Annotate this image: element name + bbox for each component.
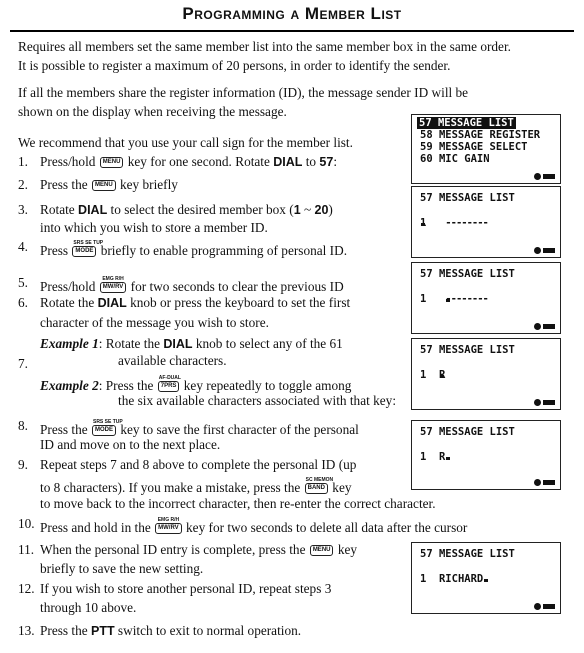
battery-icon <box>534 399 556 406</box>
example-2 <box>40 373 351 394</box>
lcd-row: 60 MIC GAIN <box>420 153 490 165</box>
battery-icon <box>534 479 556 486</box>
step-number: 8. <box>18 418 28 433</box>
step-text: key for two seconds to delete all data after the cursor <box>186 520 468 535</box>
menu-number: 57 <box>319 155 334 169</box>
step-text: Press <box>40 243 69 258</box>
lcd-display <box>411 114 561 184</box>
step-8 <box>40 417 359 438</box>
step-text: Press/hold <box>40 154 96 169</box>
step-13 <box>40 622 301 640</box>
key-sublabel: SC MEMON <box>305 477 334 484</box>
battery-icon <box>534 323 556 330</box>
range-sep: ~ <box>303 202 312 217</box>
step-text: Press the <box>40 177 88 192</box>
lcd-row: 58 MESSAGE REGISTER <box>420 129 541 141</box>
step-11 <box>40 541 357 558</box>
step-text: Press the <box>40 422 88 437</box>
key-label: P <box>164 383 169 390</box>
step-number: 7. <box>18 356 28 371</box>
step-text: : <box>333 154 338 169</box>
example-1-cont: available characters. <box>118 353 227 368</box>
lcd-row <box>420 573 483 585</box>
step-number: 10. <box>18 516 35 531</box>
mode-key-icon <box>92 419 123 436</box>
step-12: If you wish to store another personal ID, repeat steps 3 <box>40 581 332 596</box>
lcd-text: 57 MESSAGE LIST <box>419 117 514 129</box>
mode-key-icon <box>72 240 104 257</box>
step-text: When the personal ID entry is complete, press the <box>40 542 306 557</box>
dial-label: DIAL <box>273 155 303 169</box>
step-4 <box>40 238 347 259</box>
key-sublabel: SRS SE TUP <box>73 240 104 247</box>
step-11-cont: briefly to save the new setting. <box>40 561 204 576</box>
step-text: ) <box>328 202 333 217</box>
lcd-text: 1 <box>420 217 427 229</box>
key-label: MODE <box>94 427 113 434</box>
mwrv-key-icon <box>155 517 182 534</box>
step-text: key repeatedly to toggle among <box>183 378 352 393</box>
step-text: : Rotate the <box>98 336 161 351</box>
lcd-text: -------- <box>445 217 488 229</box>
lcd-row: 57 MESSAGE LIST <box>420 192 515 204</box>
step-text: : Press the <box>98 378 154 393</box>
step-8-cont: ID and move on to the next place. <box>40 437 221 452</box>
key-label: BAND <box>307 485 325 492</box>
lcd-row: 57 MESSAGE LIST <box>420 344 515 356</box>
step-text: to select the desired member box ( <box>110 202 294 217</box>
step-number: 4. <box>18 239 28 254</box>
step-text: knob to select any of the 61 <box>195 336 343 351</box>
band-key-icon <box>305 477 334 494</box>
intro-line-2: It is possible to register a maximum of 20 persons, in order to identify the sender. <box>18 58 451 73</box>
step-text: to <box>305 154 317 169</box>
step-text: key <box>337 542 358 557</box>
step-text: key to save the first character of the personal <box>120 422 359 437</box>
intro-line-5: We recommend that you use your call sign for the member list. <box>18 135 353 150</box>
key-label: MW/RV <box>158 525 179 532</box>
lcd-display <box>411 186 561 258</box>
lcd-text: 1 <box>420 293 427 305</box>
lcd-text: 1 <box>420 451 427 463</box>
lcd-text: 1 <box>420 369 427 381</box>
step-6-cont: character of the message you wish to store. <box>40 315 269 330</box>
lcd-text: R <box>438 451 446 463</box>
step-12-cont: through 10 above. <box>40 600 137 615</box>
step-text: Press/hold <box>40 279 96 294</box>
step-text: Press the <box>40 623 88 638</box>
step-10 <box>40 515 467 536</box>
step-2 <box>40 176 178 193</box>
lcd-text: 1 <box>420 573 427 585</box>
key-sublabel: EMG R/H <box>157 517 180 524</box>
step-text: briefly to enable programming of personal ID. <box>100 243 348 258</box>
menu-key-icon: MENU <box>92 180 116 191</box>
key-label: MW/RV <box>102 284 124 291</box>
step-text: Rotate <box>40 202 75 217</box>
step-number: 6. <box>18 295 28 310</box>
step-text: for two seconds to clear the previous ID <box>130 279 344 294</box>
step-text: key for one second. Rotate <box>127 154 270 169</box>
dial-label: DIAL <box>163 337 193 351</box>
lcd-row <box>420 217 488 229</box>
key-sublabel: AF-DUAL <box>158 375 181 382</box>
step-number: 3. <box>18 202 28 217</box>
step-number: 2. <box>18 177 28 192</box>
example-label: Example 1 <box>40 336 99 351</box>
step-3 <box>40 201 333 219</box>
step-text: knob or press the keyboard to set the first <box>130 295 351 310</box>
step-6 <box>40 294 350 312</box>
key-sublabel: EMG R/H <box>102 276 124 283</box>
step-text: switch to exit to normal operation. <box>117 623 302 638</box>
intro-line-4: shown on the display when receiving the message. <box>18 104 287 119</box>
lcd-row-selected <box>417 117 516 129</box>
step-number: 5. <box>18 275 28 290</box>
lcd-row: 59 MESSAGE SELECT <box>420 141 528 153</box>
step-text: Press and hold in the <box>40 520 151 535</box>
example-label: Example 2 <box>40 378 99 393</box>
step-text: key <box>332 480 352 495</box>
menu-key-icon: MENU <box>310 545 334 556</box>
seven-key-icon <box>158 375 181 392</box>
step-3-cont: into which you wish to store a member ID. <box>40 220 268 235</box>
battery-icon <box>534 603 556 610</box>
lcd-display <box>411 542 561 614</box>
key-sublabel: SRS SE TUP <box>92 419 123 426</box>
step-9-cont <box>40 475 352 496</box>
page-title: Programming a Member List <box>10 4 574 32</box>
step-number: 9. <box>18 457 28 472</box>
lcd-display <box>411 338 561 410</box>
lcd-row: 57 MESSAGE LIST <box>420 548 515 560</box>
battery-icon <box>534 247 556 254</box>
step-text: key briefly <box>119 177 178 192</box>
step-text: Rotate the <box>40 295 95 310</box>
key-label: RS <box>168 383 177 390</box>
step-9-cont2: to move back to the incorrect character, then re-enter the correct character. <box>40 496 436 511</box>
lcd-text: R <box>438 369 446 381</box>
mwrv-key-icon <box>100 276 127 293</box>
step-number: 11. <box>18 542 35 557</box>
lcd-row <box>420 369 445 381</box>
lcd-display <box>411 262 561 334</box>
key-label: MODE <box>75 248 94 255</box>
intro-line-1: Requires all members set the same member list into the same member box in the same order. <box>18 39 511 54</box>
ptt-label: PTT <box>90 624 115 638</box>
lcd-display <box>411 420 561 490</box>
intro-line-3: If all the members share the register information (ID), the message sender ID will be <box>18 85 469 100</box>
dial-label: DIAL <box>78 203 108 217</box>
step-1 <box>40 153 337 171</box>
range-end: 20 <box>314 203 329 217</box>
step-number: 12. <box>18 581 35 596</box>
example-2-cont: the six available characters associated with that key: <box>118 393 397 408</box>
step-text: to 8 characters). If you make a mistake, press the <box>40 480 301 495</box>
battery-icon <box>534 173 556 180</box>
range-start: 1 <box>293 203 301 217</box>
example-1 <box>40 335 343 353</box>
lcd-row: 57 MESSAGE LIST <box>420 426 515 438</box>
step-number: 1. <box>18 154 28 169</box>
step-9: Repeat steps 7 and 8 above to complete the personal ID (up <box>40 457 357 472</box>
lcd-row: 57 MESSAGE LIST <box>420 268 515 280</box>
step-5 <box>40 274 344 295</box>
dial-label: DIAL <box>97 296 127 310</box>
menu-key-icon: MENU <box>100 157 124 168</box>
step-number: 13. <box>18 623 35 638</box>
key-label: 7 <box>160 383 165 390</box>
lcd-row <box>420 293 488 305</box>
lcd-text: RICHARD <box>438 573 484 585</box>
lcd-text: -------- <box>445 293 488 305</box>
lcd-row <box>420 451 445 463</box>
